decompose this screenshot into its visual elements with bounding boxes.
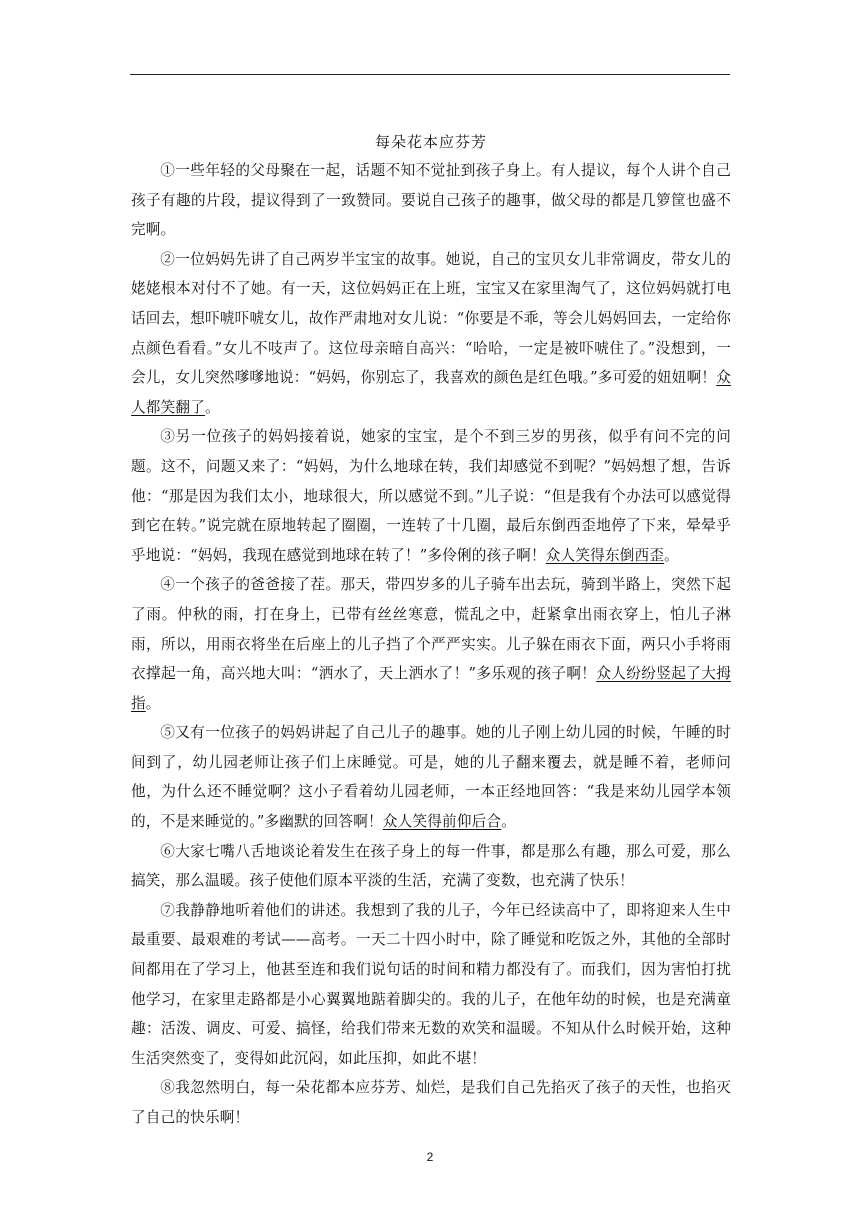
paragraph-2 [131,245,731,423]
paragraph-text: ⑧我忽然明白，每一朵花都本应芬芳、灿烂，是我们自己先掐灭了孩子的天性，也掐灭了自己的快乐啊！ [131,1079,731,1126]
paragraph-1 [131,156,731,245]
page-number: 2 [426,1150,434,1164]
paragraph-tail: 。 [501,813,517,831]
paragraph-5 [131,718,731,836]
paragraph-tail: 。 [145,694,161,712]
paragraph-text: ②一位妈妈先讲了自己两岁半宝宝的故事。她说，自己的宝贝女儿非常调皮，带女儿的姥姥根本对付不了她。有一天，这位妈妈正在上班，宝宝又在家里淘气了，这位妈妈就打电话回去，想吓唬吓唬女儿，故作严肃地对女儿说：“你要是不乖，等会儿妈妈回去，一定给你点颜色看看。”女儿不吱声了。这位母亲暗自高兴：“哈哈，一定是被吓唬住了。”没想到，一会儿，女儿突然嗲嗲地说：“妈妈，你别忘了，我喜欢的颜色是红色哦。”多可爱的妞妞啊！ [131,250,731,387]
paragraph-8 [131,1073,731,1132]
paragraph-text: ⑦我静静地听着他们的讲述。我想到了我的儿子，今年已经读高中了，即将迎来人生中最重要、最艰难的考试——高考。一天二十四小时中，除了睡觉和吃饭之外，其他的全部时间都用在了学习上，他甚至连和我们说句话的时间和精力都没有了。而我们，因为害怕打扰他学习，在家里走路都是小心翼翼地踮着脚尖的。我的儿子，在他年幼的时候，也是充满童趣：活泼、调皮、可爱、搞怪，给我们带来无数的欢笑和温暖。不知从什么时候开始，这种生活突然变了，变得如此沉闷，如此压抑，如此不堪！ [131,901,731,1067]
article-title: 每朵花本应芬芳 [374,133,487,151]
paragraph-4 [131,570,731,718]
underlined-phrase: 众人纷纷竖起了大拇指 [131,665,731,712]
paragraph-text: ⑤又有一位孩子的妈妈讲起了自己儿子的趣事。她的儿子刚上幼儿园的时候，午睡的时间到了，幼儿园老师让孩子们上床睡觉。可是，她的儿子翻来覆去，就是睡不着，老师问他，为什么还不睡觉啊？这小子看着幼儿园老师，一本正经地回答：“我是来幼儿园学本领的，不是来睡觉的。”多幽默的回答啊！ [131,724,731,831]
paragraph-tail: 。 [664,546,679,564]
underlined-phrase: 众人都笑翻了 [131,369,731,416]
paragraph-text: ①一些年轻的父母聚在一起，话题不知不觉扯到孩子身上。有人提议，每个人讲个自己孩子有趣的片段，提议得到了一致赞同。要说自己孩子的趣事，做父母的都是几箩筐也盛不完啊。 [131,162,731,239]
article [131,128,731,1133]
underlined-phrase: 众人笑得前仰后合 [382,813,502,831]
paragraph-3 [131,422,731,570]
underlined-phrase: 众人笑得东倒西歪 [545,546,665,564]
paragraph-text: ③另一位孩子的妈妈接着说，她家的宝宝，是个不到三岁的男孩，似乎有问不完的问题。这不，问题又来了：“妈妈，为什么地球在转，我们却感觉不到呢？”妈妈想了想，告诉他：“那是因为我们太小，地球很大，所以感觉不到。”儿子说：“但是我有个办法可以感觉得到它在转。”说完就在原地转起了圈圈，一连转了十几圈，最后东倒西歪地停了下来，晕晕乎乎地说：“妈妈，我现在感觉到地球在转了！”多伶俐的孩子啊！ [131,428,731,564]
paragraph-text: ④一个孩子的爸爸接了茬。那天，带四岁多的儿子骑车出去玩，骑到半路上，突然下起了雨。仲秋的雨，打在身上，已带有丝丝寒意，慌乱之中，赶紧拿出雨衣穿上，怕儿子淋雨，所以，用雨衣将坐在后座上的儿子挡了个严严实实。儿子躲在雨衣下面，两只小手将雨衣撑起一角，高兴地大叫：“洒水了，天上洒水了！”多乐观的孩子啊！ [131,576,731,683]
paragraph-6 [131,837,731,896]
paragraph-text: ⑥大家七嘴八舌地谈论着发生在孩子身上的每一件事，都是那么有趣，那么可爱，那么搞笑，那么温暖。孩子使他们原本平淡的生活，充满了变数，也充满了快乐！ [131,842,731,890]
header-rule [130,74,730,75]
paragraph-7 [131,896,731,1074]
paragraph-tail: 。 [204,398,220,416]
